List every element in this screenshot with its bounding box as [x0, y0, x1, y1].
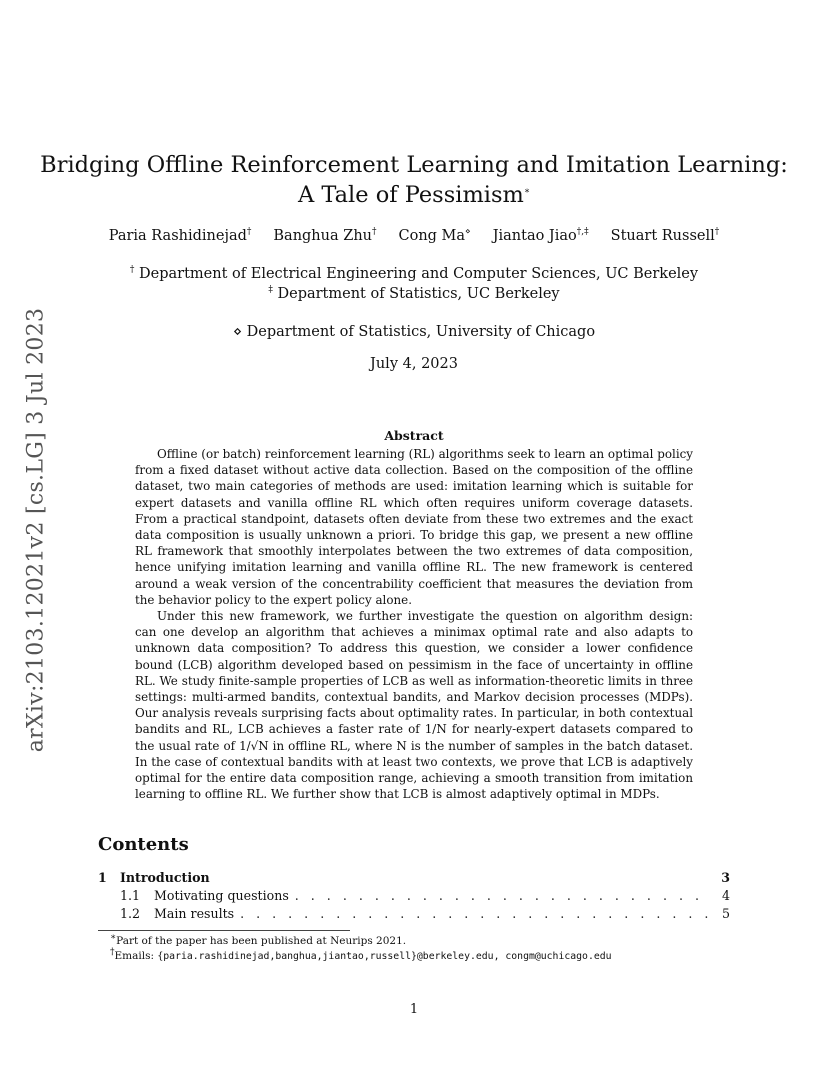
abstract-paragraph: Under this new framework, we further investigate the question on algorithm design: can one develop an algorithm that achieves a minimax optimal rate and also adapts to unknown data composition? To address this question, we consider a lower confidence bound (LCB) algorithm developed based on pessimism in the face of uncertainty in offline RL. We study finite-sample properties of LCB as well as information-theoretic limits in three settings: multi-armed bandits, contextual bandits, and Markov decision processes (MDPs). Our analysis reveals surprising facts about optimality rates. In particular, in both contextual bandits and RL, LCB achieves a faster rate of 1/N for nearly-expert datasets compared to the usual rate of 1/√N in offline RL, where N is the number of samples in the batch dataset. In the case of contextual bandits with at least two contexts, we prove that LCB is adaptively optimal for the entire data composition range, achieving a smooth transition from imitation learning to offline RL. We further show that LCB is almost adaptively optimal in MDPs. [135, 609, 693, 802]
toc-page-number: 5 [721, 906, 730, 921]
author-list [0, 228, 828, 244]
author: Banghua Zhu† [273, 227, 377, 244]
toc-leader-dots [234, 906, 710, 921]
toc-page-number: 4 [721, 888, 730, 903]
toc-entry-title: Motivating questions [154, 888, 289, 903]
footnote-divider [98, 930, 350, 931]
toc-entry-title: Introduction [120, 870, 210, 885]
paper-date: July 4, 2023 [370, 356, 458, 372]
author: Stuart Russell† [610, 227, 720, 244]
author: Cong Ma⋄ [398, 227, 471, 244]
affiliation-berkeley-eecs: † Department of Electrical Engineering and Computer Sciences, UC Berkeley [129, 265, 699, 282]
toc-entry[interactable]: 1.1 Motivating questions . . . 4 [98, 888, 730, 906]
abstract-body [135, 446, 693, 802]
footnote-emails: †Emails: {paria.rashidinejad,banghua,jiantao,russell}@berkeley.edu, congm@uchicago.edu [110, 947, 612, 962]
contents-heading: Contents [98, 834, 189, 855]
email-list[interactable]: {paria.rashidinejad,banghua,jiantao,russell}@berkeley.edu, congm@uchicago.edu [157, 951, 612, 962]
toc-entry[interactable]: 1 Introduction 3 [98, 870, 730, 885]
author: Jiantao Jiao†,‡ [492, 227, 589, 244]
toc-leader-dots [289, 888, 710, 903]
toc-entry-title: Main results [154, 906, 235, 921]
arxiv-stamp: arXiv:2103.12021v2 [cs.LG] 3 Jul 2023 [23, 307, 49, 753]
abstract-paragraph: Offline (or batch) reinforcement learning (RL) algorithms seek to learn an optimal policy from a fixed dataset without active data collection. Based on the composition of the offline dataset, two main categories of methods are used: imitation learning which is suitable for expert datasets and vanilla offline RL which often requires uniform coverage datasets. From a practical standpoint, datasets often deviate from these two extremes and the exact data composition is usually unknown a priori. To bridge this gap, we present a new offline RL framework that smoothly interpolates between the two extremes of data composition, hence unifying imitation learning and vanilla offline RL. The new framework is centered around a weak version of the concentrability coefficient that measures the deviation from the behavior policy to the expert policy alone. [135, 447, 693, 607]
paper-title [0, 150, 828, 210]
page-number: 1 [409, 1002, 419, 1017]
affiliation-chicago-stats: ⋄ Department of Statistics, University of Chicago [232, 324, 596, 340]
title-footnote-mark: ∗ [523, 186, 531, 197]
footnotes [110, 934, 612, 964]
footnote-publication: ∗Part of the paper has been published at Neurips 2021. [110, 932, 407, 947]
author: Paria Rashidinejad† [108, 227, 252, 244]
toc-page-number: 3 [721, 870, 730, 885]
abstract-heading: Abstract [384, 428, 444, 443]
affiliation-berkeley-stats: ‡ Department of Statistics, UC Berkeley [268, 285, 560, 302]
toc-entry[interactable]: 1.2 Main results . . . 5 [98, 906, 730, 924]
title-line-2: A Tale of Pessimism∗ [297, 182, 531, 208]
title-line-1: Bridging Offline Reinforcement Learning and Imitation Learning: [40, 152, 788, 178]
table-of-contents [98, 870, 730, 924]
